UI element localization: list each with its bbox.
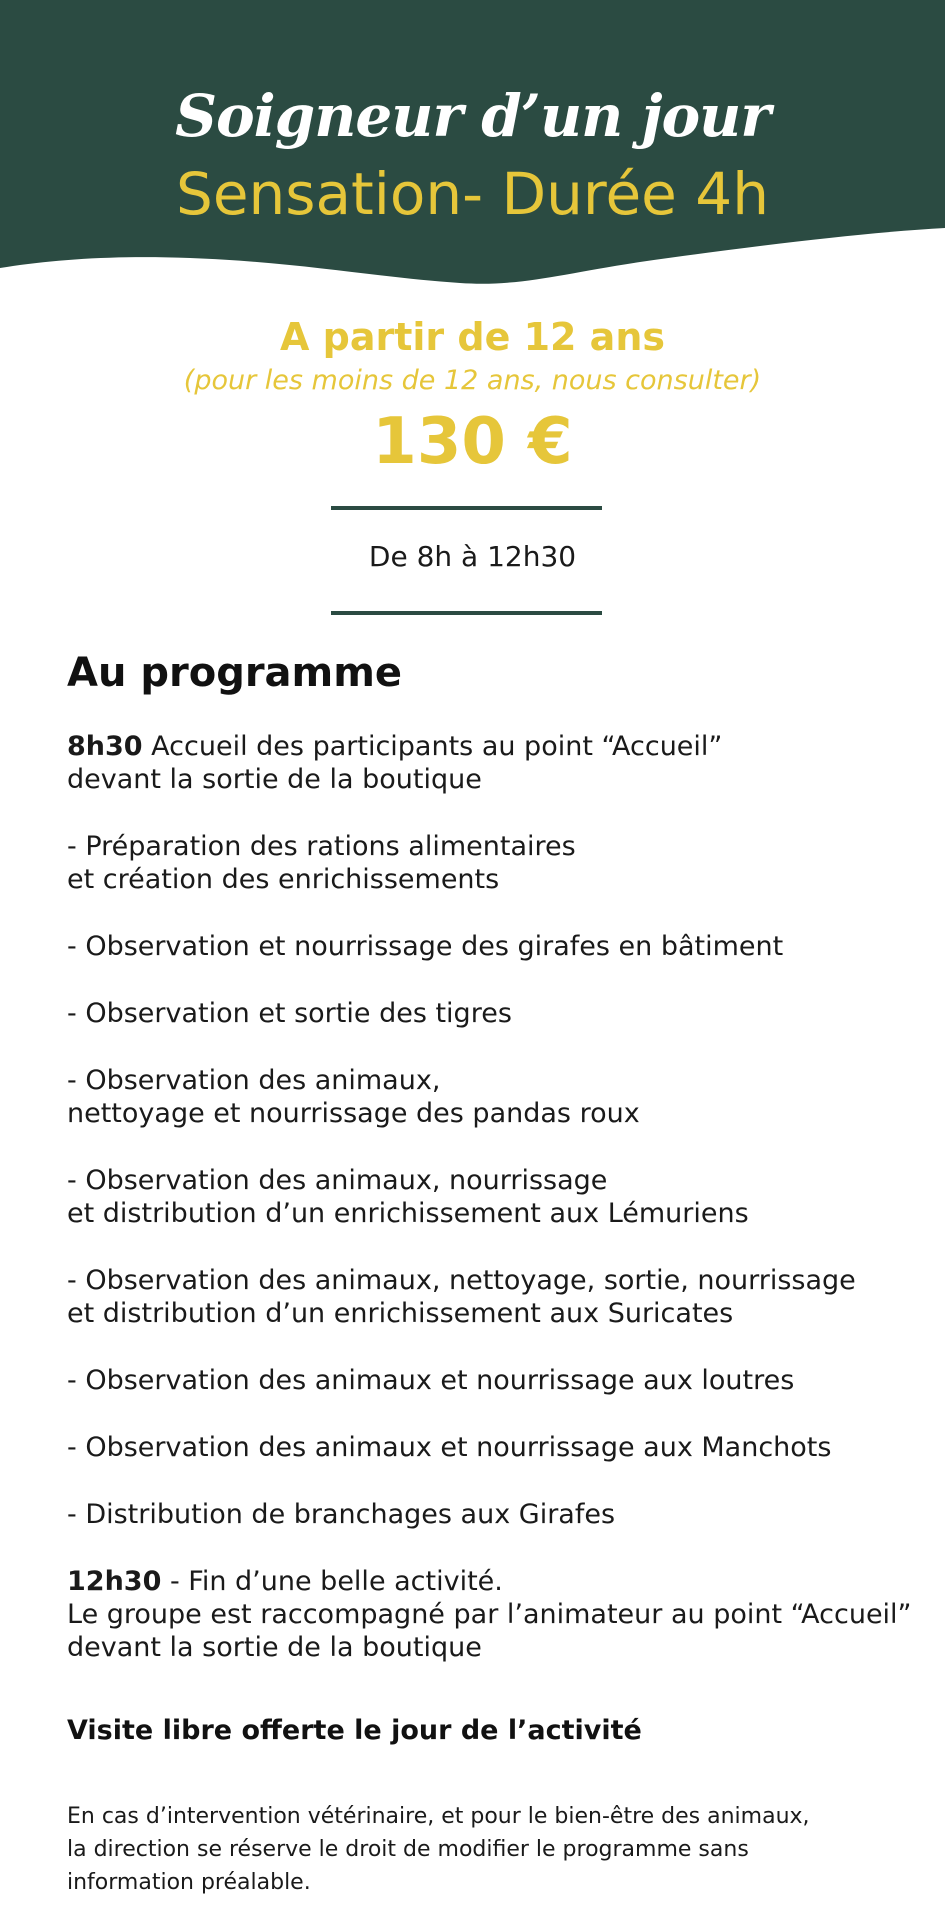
divider-bottom bbox=[331, 611, 602, 615]
divider-top bbox=[331, 506, 602, 510]
program-item: 12h30 - Fin d’une belle activité. Le groupe est raccompagné par l’animateur au point “Accueil” devant la sortie de la boutique bbox=[67, 1566, 912, 1663]
program-item: - Observation des animaux, nourrissage et distribution d’un enrichissement aux Lémuriens bbox=[67, 1165, 749, 1229]
subtitle: Sensation- Durée 4h bbox=[176, 160, 769, 228]
free-visit-note: Visite libre offerte le jour de l’activité bbox=[67, 1715, 642, 1746]
age-requirement: A partir de 12 ans bbox=[279, 315, 665, 359]
program-item: - Observation des animaux et nourrissage aux Manchots bbox=[67, 1432, 832, 1463]
header-banner bbox=[0, 0, 945, 290]
price: 130 € bbox=[372, 405, 573, 479]
age-note: (pour les moins de 12 ans, nous consulter) bbox=[183, 365, 762, 396]
program-item: - Observation et nourrissage des girafes en bâtiment bbox=[67, 931, 784, 962]
program-list bbox=[67, 730, 927, 1698]
program-time: 12h30 bbox=[67, 1566, 162, 1597]
program-item: - Préparation des rations alimentaires et création des enrichissements bbox=[67, 831, 576, 895]
disclaimer: En cas d’intervention vétérinaire, et pour le bien-être des animaux, la direction se réserve le droit de modifier le programme sans information préalable. bbox=[67, 1804, 810, 1895]
program-item: - Observation et sortie des tigres bbox=[67, 998, 512, 1029]
program-title: Au programme bbox=[67, 650, 403, 696]
program-time: 8h30 bbox=[67, 731, 143, 762]
program-item: - Observation des animaux, nettoyage, sortie, nourrissage et distribution d’un enrichissement aux Suricates bbox=[67, 1265, 856, 1329]
program-item: 8h30 Accueil des participants au point “Accueil” devant la sortie de la boutique bbox=[67, 731, 723, 795]
script-title: Soigneur d’un jour bbox=[175, 82, 770, 150]
program-item: - Observation des animaux et nourrissage aux loutres bbox=[67, 1365, 795, 1396]
program-item: - Observation des animaux, nettoyage et nourrissage des pandas roux bbox=[67, 1065, 640, 1129]
hours: De 8h à 12h30 bbox=[368, 540, 577, 573]
program-item: - Distribution de branchages aux Girafes bbox=[67, 1499, 616, 1530]
